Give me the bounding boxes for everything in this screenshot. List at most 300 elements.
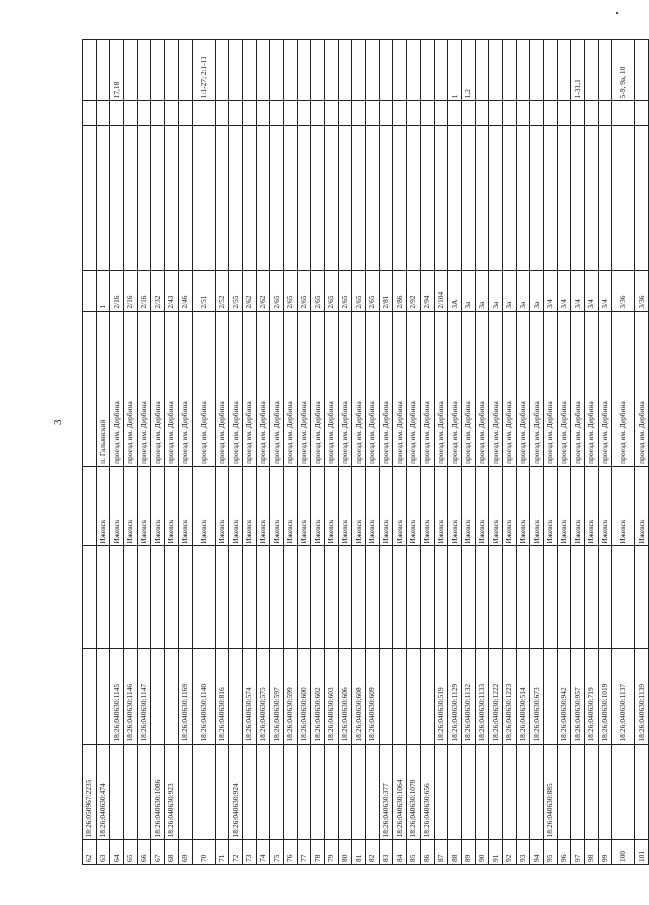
table-cell-premises: 1-31,1	[571, 40, 585, 101]
table-cell-cadastral-parcel	[612, 744, 635, 840]
table-cell-cadastral-parcel	[635, 744, 649, 840]
table-cell-city: Ижевск	[311, 466, 325, 546]
table-cell-street: проезд им. Дербина	[270, 311, 284, 466]
table-cell-row-number: 79	[325, 840, 339, 865]
table-row	[192, 40, 215, 865]
table-cell-col-9	[96, 101, 110, 126]
table-cell-house-number: 2/16	[137, 270, 151, 311]
table-row	[502, 40, 516, 865]
table-cell-cadastral-parcel: 18:26:050967:2235	[83, 744, 97, 840]
table-cell-city: Ижевск	[297, 466, 311, 546]
table-cell-col-9	[229, 101, 243, 126]
table-cell-row-number: 66	[137, 840, 151, 865]
table-cell-cadastral-object: 18:26:040630:1140	[192, 648, 215, 744]
table-row	[407, 40, 421, 865]
table-cell-cadastral-parcel: 18:26:040630:656	[420, 744, 434, 840]
table-cell-cadastral-parcel	[557, 744, 571, 840]
table-cell-street: проезд им. Дербина	[379, 311, 393, 466]
table-cell-premises	[393, 40, 407, 101]
table-cell-col-4	[585, 546, 599, 648]
table-row	[283, 40, 297, 865]
table-cell-cadastral-object: 18:26:040630:719	[585, 648, 599, 744]
table-cell-house-number: 3/4	[571, 270, 585, 311]
table-cell-col-8	[489, 125, 503, 270]
table-cell-street: проезд им. Дербина	[110, 311, 124, 466]
table-cell-premises	[489, 40, 503, 101]
scan-speck	[616, 12, 618, 14]
table-cell-premises: 1:1-27; 2:1-11	[192, 40, 215, 101]
table-cell-street: проезд им. Дербина	[475, 311, 489, 466]
table-cell-col-8	[448, 125, 462, 270]
table-row	[379, 40, 393, 865]
table-cell-premises	[124, 40, 138, 101]
table-cell-city: Ижевск	[461, 466, 475, 546]
table-cell-col-9	[192, 101, 215, 126]
table-cell-cadastral-object: 18:26:040630:957	[571, 648, 585, 744]
table-cell-col-8	[571, 125, 585, 270]
table-cell-col-9	[475, 101, 489, 126]
table-cell-street: проезд им. Дербина	[325, 311, 339, 466]
table-cell-cadastral-parcel	[137, 744, 151, 840]
table-cell-col-8	[270, 125, 284, 270]
table-cell-col-8	[544, 125, 558, 270]
table-cell-col-9	[297, 101, 311, 126]
table-cell-cadastral-parcel	[352, 744, 366, 840]
table-cell-col-9	[270, 101, 284, 126]
table-cell-col-8	[165, 125, 179, 270]
table-cell-cadastral-parcel: 18:26:040630:924	[229, 744, 243, 840]
table-row	[530, 40, 544, 865]
table-cell-cadastral-parcel	[270, 744, 284, 840]
table-cell-cadastral-parcel	[571, 744, 585, 840]
table-cell-house-number: 2/46	[178, 270, 192, 311]
table-cell-house-number: 3а	[461, 270, 475, 311]
table-cell-col-4	[229, 546, 243, 648]
table-cell-col-4	[366, 546, 380, 648]
table-cell-col-9	[137, 101, 151, 126]
table-cell-row-number: 80	[338, 840, 352, 865]
registry-table-body	[83, 40, 649, 865]
table-cell-col-9	[489, 101, 503, 126]
table-cell-col-4	[215, 546, 229, 648]
table-cell-col-9	[256, 101, 270, 126]
table-cell-row-number: 73	[242, 840, 256, 865]
table-cell-street: проезд им. Дербина	[502, 311, 516, 466]
table-cell-row-number: 98	[585, 840, 599, 865]
table-cell-house-number: 3а	[475, 270, 489, 311]
table-cell-col-8	[530, 125, 544, 270]
table-cell-cadastral-parcel	[242, 744, 256, 840]
table-cell-house-number: 2/92	[407, 270, 421, 311]
table-cell-city: Ижевск	[598, 466, 612, 546]
table-cell-city: Ижевск	[256, 466, 270, 546]
table-cell-street: проезд им. Дербина	[407, 311, 421, 466]
table-cell-premises	[165, 40, 179, 101]
table-cell-house-number: 2/55	[229, 270, 243, 311]
table-cell-cadastral-object	[379, 648, 393, 744]
table-row	[338, 40, 352, 865]
table-cell-col-9	[544, 101, 558, 126]
table-cell-col-4	[502, 546, 516, 648]
table-cell-city: Ижевск	[544, 466, 558, 546]
table-cell-col-8	[379, 125, 393, 270]
table-cell-cadastral-object: 18:26:040630:816	[215, 648, 229, 744]
table-cell-col-8	[612, 125, 635, 270]
table-cell-house-number: 3а	[516, 270, 530, 311]
table-cell-col-8	[151, 125, 165, 270]
table-cell-col-4	[96, 546, 110, 648]
table-cell-house-number: 3/36	[635, 270, 649, 311]
table-cell-row-number: 64	[110, 840, 124, 865]
table-cell-col-8	[215, 125, 229, 270]
table-row	[96, 40, 110, 865]
table-cell-cadastral-parcel	[297, 744, 311, 840]
table-cell-street: проезд им. Дербина	[585, 311, 599, 466]
table-cell-col-9	[598, 101, 612, 126]
table-cell-col-4	[338, 546, 352, 648]
table-cell-street: проезд им. Дербина	[393, 311, 407, 466]
table-cell-cadastral-object: 18:26:040630:1146	[124, 648, 138, 744]
table-cell-premises	[475, 40, 489, 101]
table-cell-row-number: 72	[229, 840, 243, 865]
table-cell-house-number: 3/4	[557, 270, 571, 311]
table-cell-cadastral-parcel	[448, 744, 462, 840]
table-cell-cadastral-parcel: 18:26:040630:1064	[393, 744, 407, 840]
table-cell-premises	[544, 40, 558, 101]
table-cell-cadastral-object: 18:26:040630:597	[270, 648, 284, 744]
table-cell-city: Ижевск	[96, 466, 110, 546]
table-cell-col-9	[215, 101, 229, 126]
table-cell-col-8	[83, 125, 97, 270]
table-cell-street: проезд им. Дербина	[352, 311, 366, 466]
table-cell-street: проезд им. Дербина	[338, 311, 352, 466]
table-cell-col-9	[530, 101, 544, 126]
table-cell-row-number: 68	[165, 840, 179, 865]
table-row	[434, 40, 448, 865]
table-cell-house-number: 2/51	[192, 270, 215, 311]
table-cell-house-number: 2/62	[256, 270, 270, 311]
table-cell-col-4	[448, 546, 462, 648]
table-cell-cadastral-object: 18:26:040630:574	[242, 648, 256, 744]
table-cell-col-4	[110, 546, 124, 648]
table-cell-street	[83, 311, 97, 466]
table-cell-row-number: 100	[612, 840, 635, 865]
table-cell-house-number: 2/32	[151, 270, 165, 311]
table-cell-street: проезд им. Дербина	[516, 311, 530, 466]
table-cell-city: Ижевск	[489, 466, 503, 546]
table-cell-col-9	[635, 101, 649, 126]
table-cell-house-number: 2/52	[215, 270, 229, 311]
table-cell-col-8	[297, 125, 311, 270]
table-row	[256, 40, 270, 865]
table-cell-city: Ижевск	[379, 466, 393, 546]
table-cell-street: проезд им. Дербина	[571, 311, 585, 466]
table-cell-cadastral-parcel	[178, 744, 192, 840]
table-row	[270, 40, 284, 865]
table-cell-house-number: 1	[96, 270, 110, 311]
table-cell-col-8	[420, 125, 434, 270]
table-cell-cadastral-object: 18:26:040630:1222	[489, 648, 503, 744]
table-cell-row-number: 91	[489, 840, 503, 865]
table-cell-house-number: 2/65	[283, 270, 297, 311]
table-cell-city: Ижевск	[352, 466, 366, 546]
table-cell-house-number: 3/36	[612, 270, 635, 311]
table-cell-house-number: 3/4	[585, 270, 599, 311]
table-cell-cadastral-object: 18:26:040630:1145	[110, 648, 124, 744]
table-cell-city: Ижевск	[338, 466, 352, 546]
table-cell-house-number: 2/94	[420, 270, 434, 311]
table-cell-col-8	[461, 125, 475, 270]
table-row	[612, 40, 635, 865]
table-cell-premises	[366, 40, 380, 101]
table-cell-cadastral-object: 18:26:040630:606	[338, 648, 352, 744]
table-cell-house-number: 2/86	[393, 270, 407, 311]
table-cell-col-4	[420, 546, 434, 648]
table-cell-city	[83, 466, 97, 546]
table-cell-col-8	[635, 125, 649, 270]
table-cell-col-8	[137, 125, 151, 270]
table-cell-col-8	[256, 125, 270, 270]
table-cell-col-9	[393, 101, 407, 126]
table-cell-col-4	[83, 546, 97, 648]
table-cell-cadastral-object	[407, 648, 421, 744]
table-cell-cadastral-parcel	[338, 744, 352, 840]
table-cell-street: проезд им. Дербина	[434, 311, 448, 466]
table-cell-premises	[137, 40, 151, 101]
table-cell-cadastral-parcel: 18:26:040630:1070	[407, 744, 421, 840]
table-cell-cadastral-object: 18:26:040630:1147	[137, 648, 151, 744]
table-row	[165, 40, 179, 865]
table-cell-premises	[635, 40, 649, 101]
table-cell-street: проезд им. Дербина	[297, 311, 311, 466]
table-cell-house-number: 2/81	[379, 270, 393, 311]
table-cell-cadastral-object: 18:26:040630:673	[530, 648, 544, 744]
table-cell-col-9	[612, 101, 635, 126]
table-cell-street: проезд им. Дербина	[461, 311, 475, 466]
table-row	[297, 40, 311, 865]
registry-table	[82, 39, 649, 865]
table-cell-premises	[379, 40, 393, 101]
table-cell-premises	[242, 40, 256, 101]
table-row	[325, 40, 339, 865]
table-row	[110, 40, 124, 865]
table-cell-premises: 1	[448, 40, 462, 101]
table-cell-col-9	[178, 101, 192, 126]
table-row	[151, 40, 165, 865]
table-cell-cadastral-parcel: 18:26:040630:923	[165, 744, 179, 840]
table-cell-cadastral-object: 18:26:040630:603	[325, 648, 339, 744]
table-cell-street: проезд им. Дербина	[530, 311, 544, 466]
table-cell-cadastral-parcel	[516, 744, 530, 840]
table-cell-col-4	[489, 546, 503, 648]
table-cell-street: п. Гальянский	[96, 311, 110, 466]
table-cell-cadastral-parcel	[530, 744, 544, 840]
table-cell-cadastral-object: 18:26:040630:1169	[178, 648, 192, 744]
table-cell-col-4	[325, 546, 339, 648]
table-cell-cadastral-object: 18:26:040630:1133	[475, 648, 489, 744]
table-cell-house-number: 2/16	[124, 270, 138, 311]
table-cell-cadastral-object	[420, 648, 434, 744]
table-cell-premises	[83, 40, 97, 101]
table-cell-street: проезд им. Дербина	[635, 311, 649, 466]
page-number: 3	[52, 419, 64, 425]
table-cell-col-9	[165, 101, 179, 126]
table-cell-col-4	[297, 546, 311, 648]
table-cell-city: Ижевск	[192, 466, 215, 546]
table-row	[366, 40, 380, 865]
table-cell-cadastral-object: 18:26:040630:575	[256, 648, 270, 744]
table-cell-row-number: 78	[311, 840, 325, 865]
table-cell-street: проезд им. Дербина	[124, 311, 138, 466]
table-cell-cadastral-object	[544, 648, 558, 744]
table-cell-street: проезд им. Дербина	[311, 311, 325, 466]
table-cell-premises	[530, 40, 544, 101]
table-cell-col-4	[571, 546, 585, 648]
table-cell-row-number: 62	[83, 840, 97, 865]
table-cell-col-8	[434, 125, 448, 270]
table-cell-col-9	[366, 101, 380, 126]
table-cell-street: проезд им. Дербина	[178, 311, 192, 466]
table-cell-cadastral-parcel: 18:26:040630:377	[379, 744, 393, 840]
table-cell-col-4	[270, 546, 284, 648]
table-cell-row-number: 74	[256, 840, 270, 865]
table-cell-premises	[96, 40, 110, 101]
table-cell-row-number: 82	[366, 840, 380, 865]
table-cell-house-number: 3/4	[544, 270, 558, 311]
table-cell-premises	[516, 40, 530, 101]
table-cell-col-4	[475, 546, 489, 648]
table-cell-city: Ижевск	[215, 466, 229, 546]
table-cell-house-number: 2/104	[434, 270, 448, 311]
table-cell-col-4	[635, 546, 649, 648]
table-cell-premises	[407, 40, 421, 101]
table-cell-city: Ижевск	[635, 466, 649, 546]
table-cell-city: Ижевск	[151, 466, 165, 546]
table-cell-col-9	[110, 101, 124, 126]
table-cell-city: Ижевск	[229, 466, 243, 546]
table-cell-col-9	[571, 101, 585, 126]
table-cell-cadastral-parcel: 18:26:040630:885	[544, 744, 558, 840]
table-cell-col-8	[283, 125, 297, 270]
table-cell-city: Ижевск	[124, 466, 138, 546]
table-cell-col-8	[366, 125, 380, 270]
table-cell-cadastral-parcel	[502, 744, 516, 840]
table-cell-col-4	[256, 546, 270, 648]
table-row	[393, 40, 407, 865]
table-row	[215, 40, 229, 865]
table-cell-city: Ижевск	[448, 466, 462, 546]
table-cell-premises	[557, 40, 571, 101]
table-cell-row-number: 90	[475, 840, 489, 865]
table-cell-house-number: 2/62	[242, 270, 256, 311]
table-cell-col-4	[379, 546, 393, 648]
table-cell-street: проезд им. Дербина	[215, 311, 229, 466]
table-cell-city: Ижевск	[283, 466, 297, 546]
table-cell-cadastral-parcel	[598, 744, 612, 840]
table-cell-col-4	[557, 546, 571, 648]
table-cell-col-4	[311, 546, 325, 648]
table-cell-premises	[352, 40, 366, 101]
table-cell-col-9	[407, 101, 421, 126]
table-row	[544, 40, 558, 865]
table-cell-col-9	[585, 101, 599, 126]
table-row	[448, 40, 462, 865]
table-cell-col-8	[502, 125, 516, 270]
table-cell-street: проезд им. Дербина	[283, 311, 297, 466]
table-cell-col-9	[283, 101, 297, 126]
table-cell-premises	[151, 40, 165, 101]
table-cell-cadastral-object: 18:26:040630:609	[366, 648, 380, 744]
table-cell-city: Ижевск	[612, 466, 635, 546]
table-cell-col-9	[379, 101, 393, 126]
table-cell-col-8	[192, 125, 215, 270]
table-row	[229, 40, 243, 865]
table-cell-row-number: 63	[96, 840, 110, 865]
table-cell-col-8	[598, 125, 612, 270]
table-cell-city: Ижевск	[178, 466, 192, 546]
table-cell-street: проезд им. Дербина	[137, 311, 151, 466]
table-cell-col-9	[242, 101, 256, 126]
table-cell-row-number: 75	[270, 840, 284, 865]
table-row	[571, 40, 585, 865]
table-cell-street: проезд им. Дербина	[151, 311, 165, 466]
table-cell-city: Ижевск	[475, 466, 489, 546]
table-cell-col-9	[420, 101, 434, 126]
table-cell-house-number: 2/16	[110, 270, 124, 311]
table-cell-cadastral-object: 18:26:040630:1139	[635, 648, 649, 744]
table-cell-col-4	[434, 546, 448, 648]
table-cell-premises	[311, 40, 325, 101]
table-cell-col-4	[165, 546, 179, 648]
table-cell-house-number: 2/65	[311, 270, 325, 311]
table-cell-col-4	[530, 546, 544, 648]
table-row	[137, 40, 151, 865]
table-cell-house-number	[83, 270, 97, 311]
table-cell-premises	[502, 40, 516, 101]
table-cell-cadastral-object: 18:26:040630:942	[557, 648, 571, 744]
table-cell-street: проезд им. Дербина	[192, 311, 215, 466]
table-cell-col-8	[407, 125, 421, 270]
table-cell-house-number: 3/4	[598, 270, 612, 311]
table-cell-row-number: 86	[420, 840, 434, 865]
table-row	[352, 40, 366, 865]
table-cell-col-8	[242, 125, 256, 270]
table-row	[598, 40, 612, 865]
table-cell-premises	[598, 40, 612, 101]
table-cell-city: Ижевск	[393, 466, 407, 546]
table-cell-cadastral-parcel	[283, 744, 297, 840]
table-cell-city: Ижевск	[407, 466, 421, 546]
table-cell-row-number: 101	[635, 840, 649, 865]
table-cell-street: проезд им. Дербина	[256, 311, 270, 466]
table-cell-city: Ижевск	[325, 466, 339, 546]
table-cell-col-4	[544, 546, 558, 648]
table-cell-col-9	[448, 101, 462, 126]
table-cell-premises: 1,2	[461, 40, 475, 101]
table-cell-city: Ижевск	[585, 466, 599, 546]
table-cell-row-number: 71	[215, 840, 229, 865]
table-cell-premises	[338, 40, 352, 101]
table-cell-city: Ижевск	[137, 466, 151, 546]
table-cell-premises: 5-9, 9а, 10	[612, 40, 635, 101]
table-cell-street: проезд им. Дербина	[242, 311, 256, 466]
table-cell-house-number: 2/65	[270, 270, 284, 311]
table-cell-row-number: 85	[407, 840, 421, 865]
table-cell-row-number: 81	[352, 840, 366, 865]
table-cell-col-4	[178, 546, 192, 648]
table-cell-house-number: 2/43	[165, 270, 179, 311]
table-cell-house-number: 3а	[489, 270, 503, 311]
